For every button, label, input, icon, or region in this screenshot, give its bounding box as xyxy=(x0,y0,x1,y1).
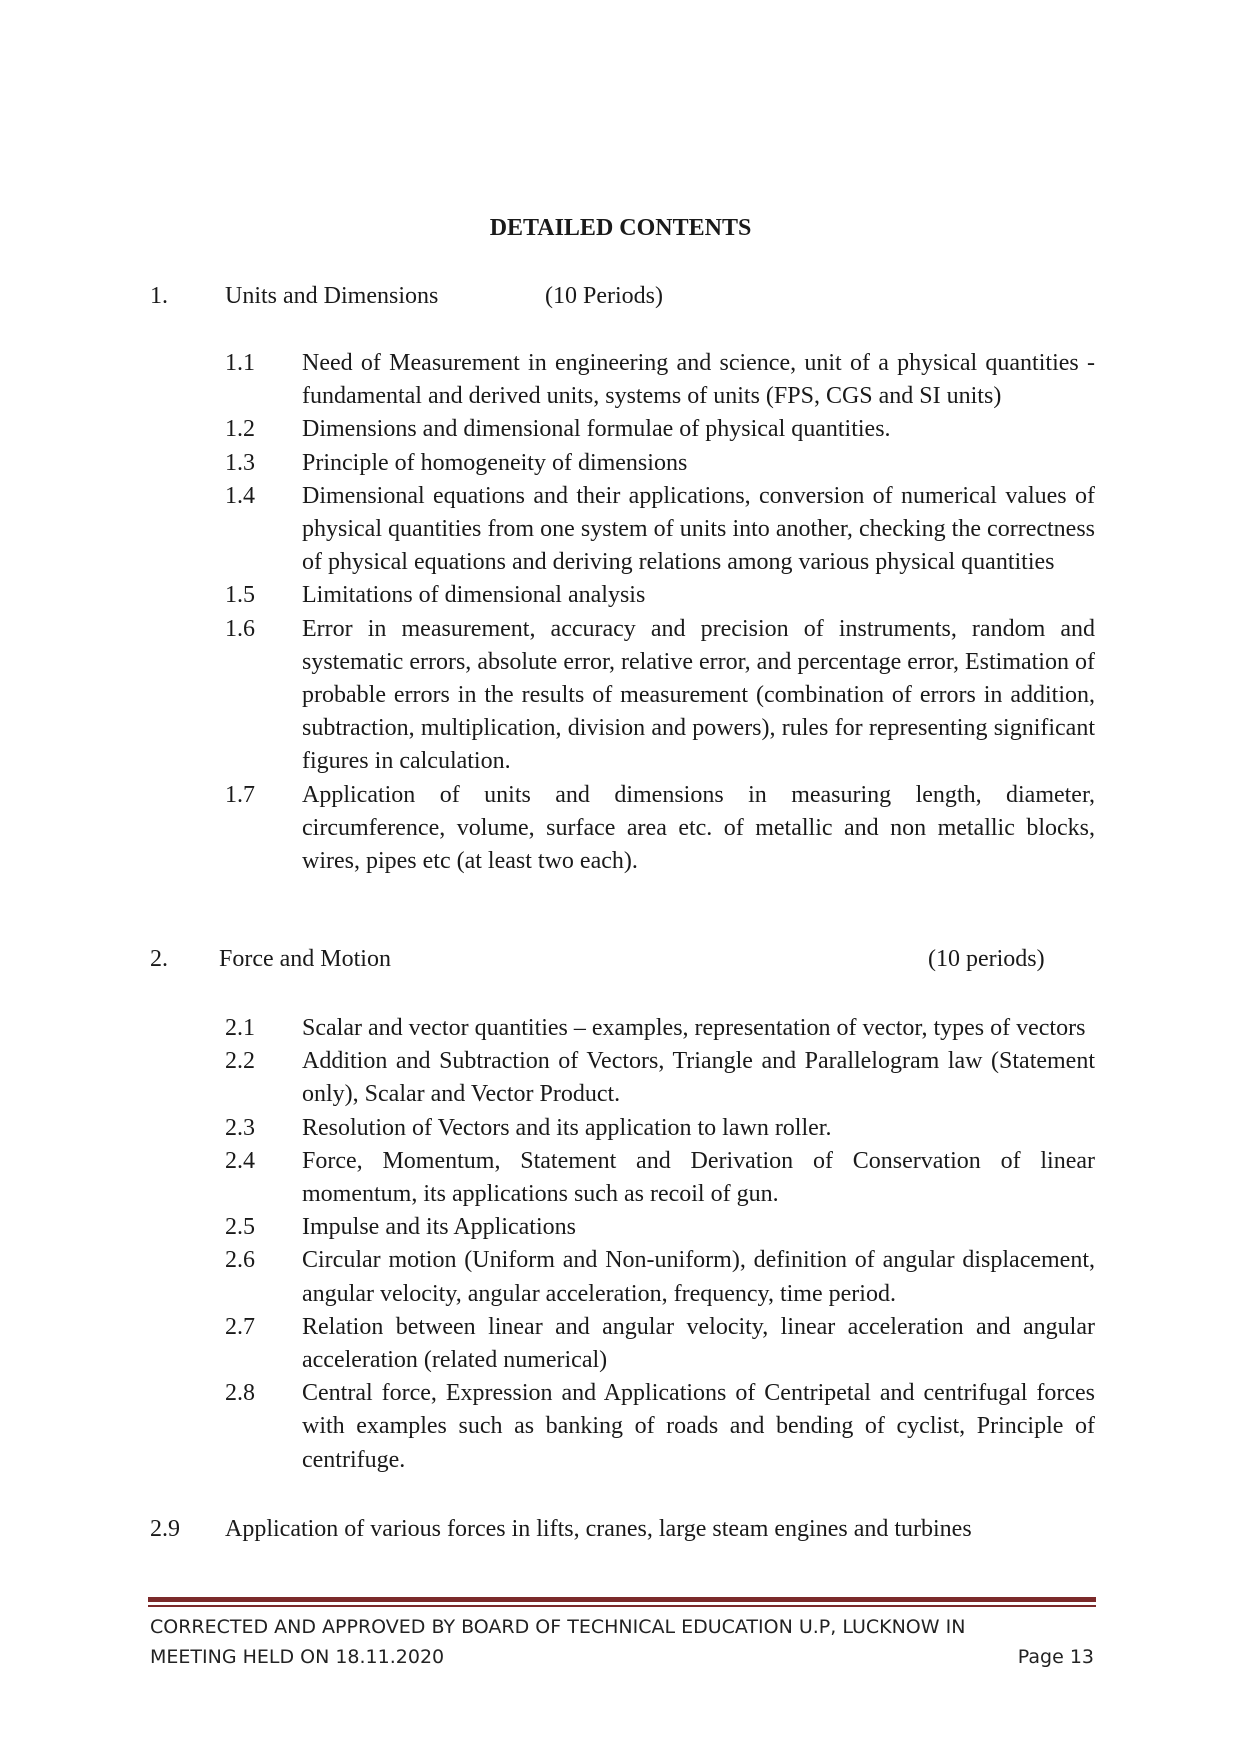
item-text: Principle of homogeneity of dimensions xyxy=(302,449,688,476)
item-number: 1.5 xyxy=(225,582,255,609)
footer-rule-thin xyxy=(148,1605,1096,1607)
item-number: 1.6 xyxy=(225,615,255,642)
footer-line-2: MEETING HELD ON 18.11.2020 xyxy=(150,1646,445,1668)
list-item xyxy=(225,1112,1095,1145)
item-text: Resolution of Vectors and its application to lawn roller. xyxy=(302,1114,832,1141)
section-number: 2. xyxy=(150,946,168,972)
list-item xyxy=(225,1311,1095,1377)
item-number: 2.8 xyxy=(225,1380,255,1407)
item-text: Dimensional equations and their applications, conversion of numerical values of physical quantities from one system of units into another, checking the correctness of physical equations and deriving relations among various physical quantities xyxy=(302,482,1095,576)
item-text: Error in measurement, accuracy and precision of instruments, random and systematic errors, absolute error, relative error, and percentage error, Estimation of probable errors in the results of measurement (combination of errors in addition, subtraction, multiplication, division and powers), rules for representing significant figures in calculation. xyxy=(302,615,1095,775)
list-item xyxy=(225,1244,1095,1310)
section-1-items xyxy=(225,347,1095,878)
item-text: Impulse and its Applications xyxy=(302,1214,576,1241)
item-text: Dimensions and dimensional formulae of physical quantities. xyxy=(302,416,891,443)
item-text: Application of units and dimensions in measuring length, diameter, circumference, volume, surface area etc. of metallic and non metallic blocks, wires, pipes etc (at least two each). xyxy=(302,781,1095,875)
page-number: Page 13 xyxy=(1017,1646,1094,1668)
section-title: Force and Motion xyxy=(219,946,391,972)
item-number: 1.2 xyxy=(225,416,255,443)
section-2-heading xyxy=(150,944,1050,974)
section-periods: (10 periods) xyxy=(928,946,1045,972)
section-number: 1. xyxy=(150,283,168,309)
item-number: 2.3 xyxy=(225,1114,255,1141)
item-number: 2.2 xyxy=(225,1048,255,1075)
item-text: Central force, Expression and Applications of Centripetal and centrifugal forces with examples such as banking of roads and bending of cyclist, Principle of centrifuge. xyxy=(302,1380,1095,1473)
item-number: 2.4 xyxy=(225,1147,255,1174)
list-item xyxy=(225,347,1095,413)
list-item xyxy=(225,1211,1095,1244)
item-number: 1.1 xyxy=(225,350,255,376)
list-item xyxy=(225,579,1095,612)
item-text: Relation between linear and angular velocity, linear acceleration and angular acceleration (related numerical) xyxy=(302,1313,1095,1374)
item-text: Circular motion (Uniform and Non-uniform), definition of angular displacement, angular velocity, angular acceleration, frequency, time period. xyxy=(302,1247,1095,1307)
item-text: Limitations of dimensional analysis xyxy=(302,582,646,609)
list-item xyxy=(225,779,1095,879)
list-item xyxy=(225,1145,1095,1211)
section-2-items xyxy=(225,1012,1095,1477)
item-number: 1.4 xyxy=(225,482,255,509)
item-text: Scalar and vector quantities – examples, representation of vector, types of vectors xyxy=(302,1015,1086,1041)
footer-rule xyxy=(148,1597,1096,1602)
list-item xyxy=(225,447,1095,480)
item-text: Application of various forces in lifts, cranes, large steam engines and turbines xyxy=(225,1516,972,1542)
item-number: 2.9 xyxy=(150,1516,180,1542)
item-text: Force, Momentum, Statement and Derivation of Conservation of linear momentum, its applications such as recoil of gun. xyxy=(302,1147,1095,1208)
item-number: 1.7 xyxy=(225,781,255,808)
list-item xyxy=(225,1012,1095,1045)
item-number: 2.5 xyxy=(225,1214,255,1241)
list-item xyxy=(225,1045,1095,1111)
item-number: 2.1 xyxy=(225,1015,255,1041)
item-number: 2.6 xyxy=(225,1247,255,1274)
item-text: Addition and Subtraction of Vectors, Triangle and Parallelogram law (Statement only), Scalar and Vector Product. xyxy=(302,1048,1095,1108)
page-footer xyxy=(150,1612,1094,1672)
section-1-heading xyxy=(150,281,750,311)
list-item xyxy=(225,613,1095,779)
list-item xyxy=(225,413,1095,446)
footer-line-1: CORRECTED AND APPROVED BY BOARD OF TECHNICAL EDUCATION U.P, LUCKNOW IN xyxy=(150,1616,966,1638)
list-item xyxy=(225,480,1095,580)
list-item xyxy=(225,1377,1095,1477)
item-number: 1.3 xyxy=(225,449,255,476)
section-periods: (10 Periods) xyxy=(545,283,663,309)
item-number: 2.7 xyxy=(225,1313,255,1340)
section-title: Units and Dimensions xyxy=(225,283,439,309)
page-title: DETAILED CONTENTS xyxy=(489,215,752,241)
footer-line-2-row xyxy=(150,1642,1094,1672)
item-text: Need of Measurement in engineering and science, unit of a physical quantities - fundamental and derived units, systems of units (FPS, CGS and SI units) xyxy=(302,350,1095,410)
